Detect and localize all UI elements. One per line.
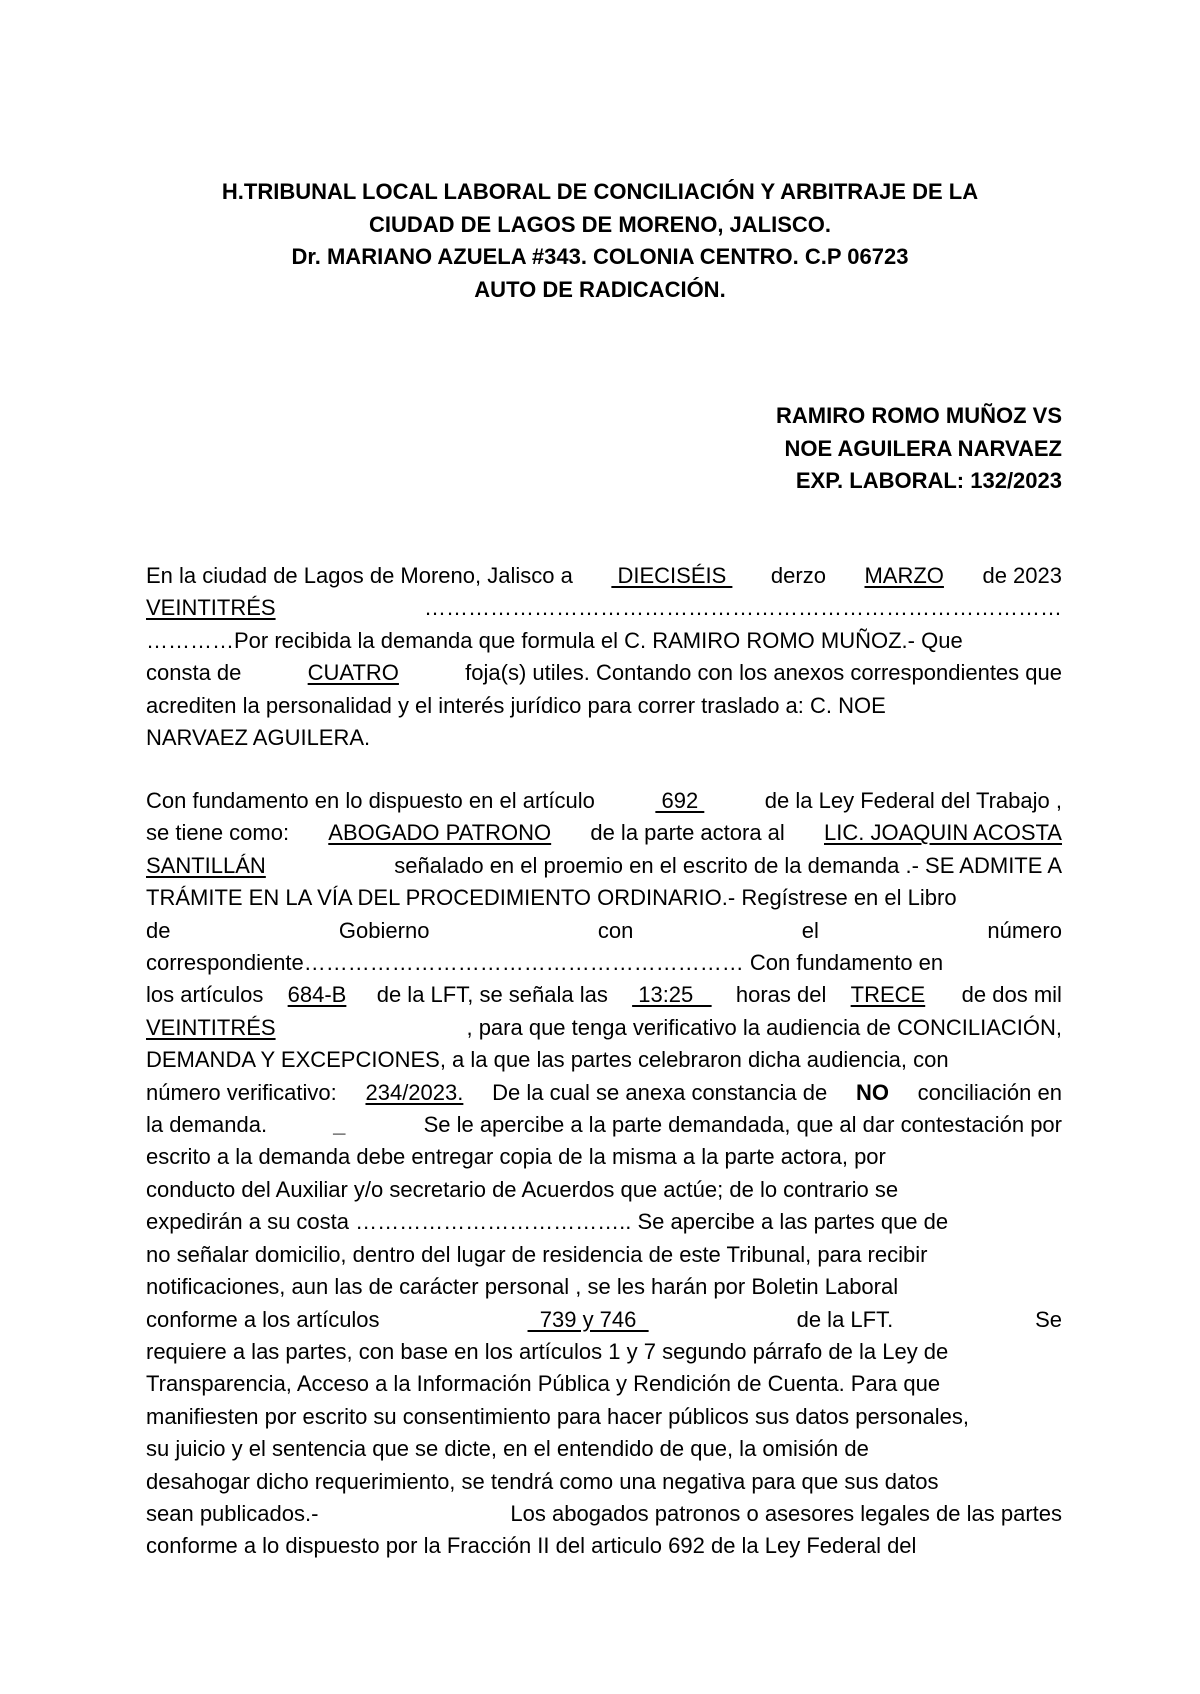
text-line [146, 1109, 1062, 1141]
case-reference [776, 400, 1062, 498]
underlined-field: VEINTITRÉS [146, 595, 276, 621]
text-segment: acrediten la personalidad y el interés jurídico para correr traslado a: C. NOE [146, 692, 886, 718]
tribunal-address: Dr. MARIANO AZUELA #343. COLONIA CENTRO. C.P 06723 [291, 244, 909, 269]
text-segment: se tiene como: [146, 820, 296, 846]
text-line [146, 690, 1062, 722]
underlined-field: TRECE [850, 982, 926, 1008]
text-line [146, 915, 1062, 947]
text-line [146, 1433, 1062, 1465]
underlined-field: CUATRO [307, 660, 399, 686]
text-segment: de 2023 [976, 563, 1062, 588]
text-segment: Los abogados patronos o asesores legales de las partes [510, 1500, 1062, 1526]
paragraph-1 [146, 560, 1062, 754]
underlined-field: LIC. JOAQUIN ACOSTA [824, 820, 1062, 846]
text-segment: desahogar dicho requerimiento, se tendrá como una negativa para que sus datos [146, 1468, 939, 1494]
text-line [146, 1498, 1062, 1530]
text-line [146, 1239, 1062, 1271]
text-segment: Se [1035, 1306, 1062, 1332]
text-segment: , para que tenga verificativo la audiencia de CONCILIACIÓN, [466, 1014, 1062, 1040]
text-line [146, 1336, 1062, 1368]
text-segment: de dos mil [943, 982, 1062, 1008]
text-segment: los artículos [146, 982, 270, 1008]
text-segment: de la Ley Federal del Trabajo , [758, 788, 1062, 813]
case-number: EXP. LABORAL: 132/2023 [795, 468, 1062, 493]
text-segment: En la ciudad de Lagos de Moreno, Jalisco a [146, 563, 579, 588]
underlined-field: DIECISÉIS [611, 563, 733, 588]
text-segment: De la cual se anexa constancia de [485, 1079, 834, 1105]
text-line [146, 1530, 1062, 1562]
text-line [146, 657, 1062, 689]
text-line [146, 1012, 1062, 1044]
text-segment: de [146, 917, 171, 943]
text-line [146, 1271, 1062, 1303]
text-line [146, 1401, 1062, 1433]
text-line [146, 1466, 1062, 1498]
text-segment: de la parte actora al [584, 820, 791, 846]
text-segment: su juicio y el sentencia que se dicte, en el entendido de que, la omisión de [146, 1436, 869, 1462]
text-segment: manifiesten por escrito su consentimiento para hacer públicos sus datos personales, [146, 1403, 970, 1429]
text-segment: la demanda. [146, 1112, 268, 1138]
text-segment: de la LFT. [790, 1306, 894, 1332]
text-segment: foja(s) utiles. Contando con los anexos correspondientes que [459, 660, 1062, 686]
text-segment: con [597, 917, 634, 943]
text-line [146, 979, 1062, 1011]
tribunal-name-line-2: CIUDAD DE LAGOS DE MORENO, JALISCO. [368, 211, 832, 237]
text-line [146, 817, 1062, 849]
text-segment: conforme a lo dispuesto por la Fracción II del articulo 692 de la Ley Federal del [146, 1533, 917, 1559]
text-segment: horas del [729, 982, 833, 1008]
text-line [146, 1174, 1062, 1206]
parties-line-2: NOE AGUILERA NARVAEZ [784, 435, 1062, 461]
text-line [146, 850, 1062, 882]
text-segment: …………Por recibida la demanda que formula el C. RAMIRO ROMO MUÑOZ.- Que [146, 627, 963, 653]
text-line [146, 785, 1062, 817]
text-line [146, 1044, 1062, 1076]
tribunal-name-line-1: H.TRIBUNAL LOCAL LABORAL DE CONCILIACIÓN Y ARBITRAJE DE LA [221, 179, 979, 204]
underlined-field: 13:25 [632, 982, 712, 1008]
text-line [146, 947, 1062, 979]
text-segment: de la LFT, se señala las [364, 982, 614, 1008]
underlined-field: ABOGADO PATRONO [328, 820, 552, 846]
text-line [146, 1141, 1062, 1173]
bold-text: _ [333, 1112, 346, 1138]
text-segment: no señalar domicilio, dentro del lugar de residencia de este Tribunal, para recibir [146, 1241, 928, 1267]
text-segment: consta de [146, 660, 248, 686]
text-segment: número verificativo: [146, 1079, 343, 1105]
text-line [146, 625, 1062, 657]
text-line [146, 1077, 1062, 1109]
text-line [146, 722, 1062, 754]
text-segment: requiere a las partes, con base en los artículos 1 y 7 segundo párrafo de la Ley de [146, 1338, 949, 1364]
text-segment: notificaciones, aun las de carácter personal , se les harán por Boletin Laboral [146, 1274, 899, 1300]
text-segment: TRÁMITE EN LA VÍA DEL PROCEDIMIENTO ORDINARIO.- Regístrese en el Libro [146, 885, 957, 911]
text-segment: Se le apercibe a la parte demandada, que al dar contestación por [411, 1112, 1062, 1138]
parties-line-1: RAMIRO ROMO MUÑOZ VS [776, 403, 1062, 428]
text-segment: …………………………………………………………………………… [424, 595, 1062, 621]
text-segment: sean publicados.- [146, 1500, 319, 1526]
document-title: AUTO DE RADICACIÓN. [474, 276, 726, 302]
bold-text: NO [855, 1079, 889, 1105]
text-line [146, 882, 1062, 914]
text-segment: señalado en el proemio en el escrito de la demanda .- SE ADMITE A [382, 852, 1062, 878]
text-segment: Con fundamento en lo dispuesto en el artículo [146, 788, 601, 813]
text-line [146, 1304, 1062, 1336]
text-segment: derzo [764, 563, 833, 588]
text-segment: escrito a la demanda debe entregar copia de la misma a la parte actora, por [146, 1144, 886, 1170]
text-segment: NARVAEZ AGUILERA. [146, 725, 371, 751]
text-segment: el [801, 917, 819, 943]
text-segment: correspondiente…………………………………………………… Con fundamento en [146, 950, 944, 976]
underlined-field: MARZO [864, 563, 944, 588]
text-line [146, 592, 1062, 624]
text-segment: DEMANDA Y EXCEPCIONES, a la que las partes celebraron dicha audiencia, con [146, 1047, 949, 1073]
underlined-field: 234/2023. [365, 1079, 464, 1105]
underlined-field: SANTILLÁN [146, 852, 266, 878]
underlined-field: 684-B [287, 982, 347, 1008]
text-segment: conducto del Auxiliar y/o secretario de Acuerdos que actúe; de lo contrario se [146, 1176, 899, 1202]
paragraph-2 [146, 785, 1062, 1563]
text-segment: expedirán a su costa ……………………………….. Se apercibe a las partes que de [146, 1209, 949, 1235]
underlined-field: 739 y 746 [527, 1306, 649, 1332]
text-segment: conciliación en [911, 1079, 1062, 1105]
text-segment: número [987, 917, 1062, 943]
text-line [146, 1206, 1062, 1238]
text-line [146, 1368, 1062, 1400]
text-segment: Transparencia, Acceso a la Información Pública y Rendición de Cuenta. Para que [146, 1371, 941, 1397]
text-segment: conforme a los artículos [146, 1306, 386, 1332]
text-segment: Gobierno [338, 917, 430, 943]
text-line [146, 560, 1062, 592]
underlined-field: 692 [655, 788, 705, 813]
document-header [140, 176, 1060, 306]
underlined-field: VEINTITRÉS [146, 1014, 276, 1040]
